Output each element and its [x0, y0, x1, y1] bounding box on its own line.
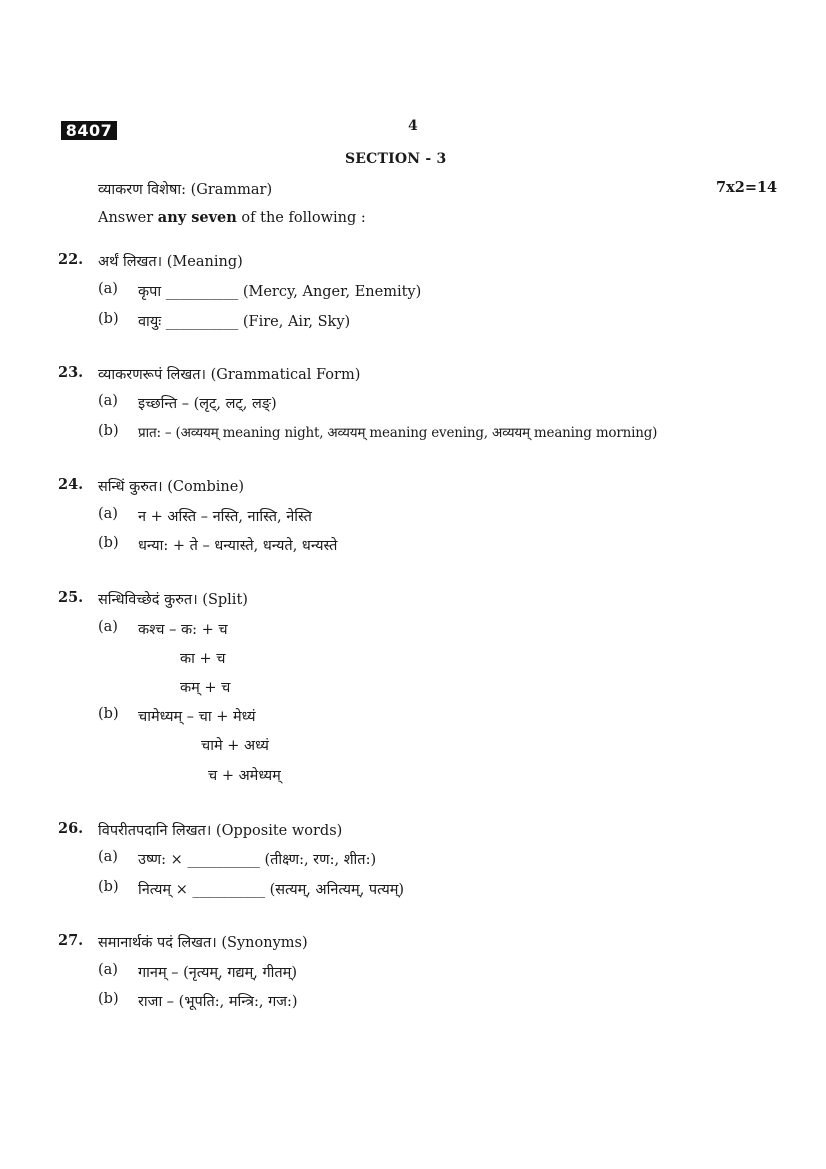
- question-number: 23.: [58, 364, 84, 381]
- question-title: सन्धिविच्छेदं कुरुत। (Split): [98, 592, 248, 608]
- item-text: कश्च – क: + च: [138, 622, 228, 638]
- item-text: उष्ण: × __________ (तीक्ष्ण:, रण:, शीत:): [138, 852, 377, 868]
- split-option: का + च: [180, 651, 226, 667]
- section-heading: SECTION - 3: [345, 151, 447, 167]
- item-label: (b): [98, 706, 119, 722]
- item-label: (b): [98, 311, 119, 327]
- question-title: सन्धिं कुरुत। (Combine): [98, 479, 245, 495]
- item-label: (a): [98, 281, 118, 297]
- item-text: चामेध्यम् – चा + मेध्यं: [138, 709, 256, 725]
- question-number: 27.: [58, 932, 84, 949]
- item-label: (a): [98, 962, 118, 978]
- item-text: कृपा __________ (Mercy, Anger, Enemity): [138, 284, 422, 300]
- instruction-bold: any seven: [157, 209, 237, 226]
- split-option: चामे + अध्यं: [201, 738, 269, 754]
- question-number: 25.: [58, 589, 84, 606]
- instruction-post: of the following :: [236, 210, 366, 226]
- item-text: नित्यम् × __________ (सत्यम्, अनित्यम्, पत्यम्): [138, 882, 405, 898]
- question-title: समानार्थकं पदं लिखत। (Synonyms): [98, 935, 308, 951]
- item-text: इच्छन्ति – (लृट्, लट्, लङ्): [138, 396, 277, 412]
- item-label: (b): [98, 879, 119, 895]
- instruction: [98, 209, 366, 226]
- item-label: (b): [98, 991, 119, 1007]
- question-title: व्याकरणरूपं लिखत। (Grammatical Form): [98, 367, 361, 383]
- question-title: अर्थं लिखत। (Meaning): [98, 254, 243, 270]
- grammar-title: व्याकरण विशेषा: (Grammar): [98, 182, 273, 198]
- split-option: च + अमेध्यम्: [208, 768, 281, 784]
- page-number: 4: [408, 118, 418, 134]
- question-number: 24.: [58, 476, 84, 493]
- item-text: राजा – (भूपति:, मन्त्रि:, गज:): [138, 994, 298, 1010]
- question-number: 26.: [58, 820, 84, 837]
- item-text: न + अस्ति – नस्ति, नास्ति, नेस्ति: [138, 509, 312, 525]
- item-text: वायुः __________ (Fire, Air, Sky): [138, 314, 351, 330]
- item-label: (a): [98, 619, 118, 635]
- split-option: कम् + च: [180, 680, 231, 696]
- item-text: प्रात: – (अव्ययम् meaning night, अव्ययम् meaning evening, अव्ययम् meaning morning): [138, 425, 658, 441]
- item-label: (b): [98, 423, 119, 439]
- item-text: गानम् – (नृत्यम्, गद्यम्, गीतम्): [138, 965, 298, 981]
- item-label: (b): [98, 535, 119, 551]
- marks-scheme: 7x2=14: [716, 179, 778, 196]
- paper-code-badge: 8407: [61, 121, 117, 140]
- question-title: विपरीतपदानि लिखत। (Opposite words): [98, 823, 343, 839]
- instruction-pre: Answer: [98, 210, 158, 226]
- item-text: धन्या: + ते – धन्यास्ते, धन्यते, धन्यस्ते: [138, 538, 338, 554]
- question-number: 22.: [58, 251, 84, 268]
- item-label: (a): [98, 393, 118, 409]
- item-label: (a): [98, 506, 118, 522]
- item-label: (a): [98, 849, 118, 865]
